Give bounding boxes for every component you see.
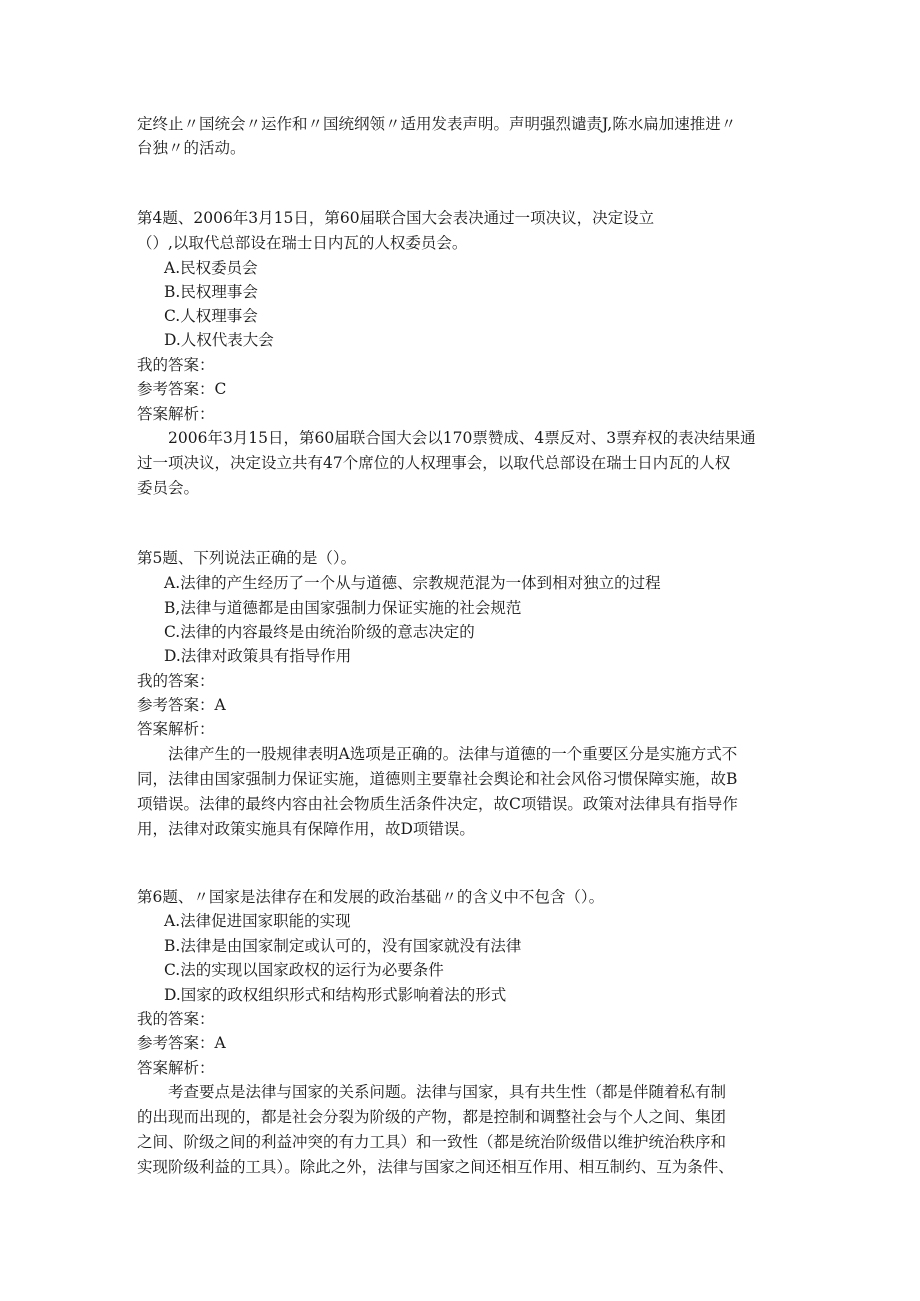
question-5-analysis-line: 法律产生的一股规律表明A选项是正确的。法律与道德的一个重要区分是实施方式不 [168,745,738,763]
question-4-option-d: D.人权代表大会 [164,331,274,349]
question-4-ref-answer: 参考答案：C [137,380,227,398]
question-5-option-c: C.法律的内容最终是由统治阶级的意志决定的 [164,623,475,641]
question-6-analysis-line: 之间、阶级之间的利益冲突的有力工具）和一致性（都是统治阶级借以维护统治秩序和 [137,1133,727,1151]
question-4-analysis-line: 2006年3月15日，第60届联合国大会以170票赞成、4票反对、3票弃权的表决结果通 [168,429,756,447]
question-6-analysis-line: 考查要点是法律与国家的关系问题。法律与国家，具有共生性（都是伴随着私有制 [168,1083,727,1101]
question-6-analysis-label: 答案解析： [137,1059,215,1077]
question-4-analysis-line: 过一项决议，决定设立共有47个席位的人权理事会，以取代总部设在瑞士日内瓦的人权 [137,454,731,472]
question-5-option-b: B,法律与道德都是由国家强制力保证实施的社会规范 [164,599,522,617]
question-6-option-b: B.法律是由国家制定或认可的，没有国家就没有法律 [164,937,522,955]
question-4-option-c: C.人权理事会 [164,307,258,325]
question-5-option-a: A.法律的产生经历了一个从与道德、宗教规范混为一体到相对独立的过程 [164,574,661,592]
question-6-analysis-line: 实现阶级利益的工具）。除此之外，法律与国家之间还相互作用、相互制约、互为条件、 [137,1158,734,1176]
question-6-option-c: C.法的实现以国家政权的运行为必要条件 [164,961,444,979]
question-5-analysis-line: 用，法律对政策实施具有保障作用，故D项错误。 [137,820,475,838]
question-4-stem: （）,以取代总部设在瑞士日内瓦的人权委员会。 [137,234,468,252]
question-6-ref-answer: 参考答案：A [137,1034,226,1052]
question-5-my-answer: 我的答案： [137,672,215,690]
question-4-my-answer: 我的答案： [137,356,215,374]
question-5-analysis-line: 同，法律由国家强制力保证实施，道德则主要靠社会舆论和社会风俗习惯保障实施，故B [137,770,738,788]
intro-line: 定终止〃国统会〃运作和〃国统纲领〃适用发表声明。声明强烈谴责J,陈水扁加速推进〃 [137,115,737,133]
question-4-option-b: B.民权理事会 [164,283,258,301]
question-5-option-d: D.法律对政策具有指导作用 [164,647,352,665]
question-6-my-answer: 我的答案： [137,1010,215,1028]
question-5-analysis-label: 答案解析： [137,720,215,738]
question-4-stem: 第4题、2006年3月15日，第60届联合国大会表决通过一项决议，决定设立 [137,209,655,227]
question-5-ref-answer: 参考答案：A [137,696,226,714]
question-4-option-a: A.民权委员会 [164,259,258,277]
question-5-stem: 第5题、下列说法正确的是（）。 [137,549,357,567]
question-5-analysis-line: 项错误。法律的最终内容由社会物质生活条件决定，故C项错误。政策对法律具有指导作 [137,795,738,813]
question-6-option-a: A.法律促进国家职能的实现 [164,912,351,930]
question-6-stem: 第6题、〃国家是法律存在和发展的政治基础〃的含义中不包含（）。 [137,888,605,906]
question-4-analysis-label: 答案解析： [137,405,215,423]
question-4-analysis-line: 委员会。 [137,479,200,497]
intro-line: 台独〃的活动。 [137,139,246,157]
question-6-option-d: D.国家的政权组织形式和结构形式影响着法的形式 [164,986,507,1004]
question-6-analysis-line: 的出现而出现的，都是社会分裂为阶级的产物，都是控制和调整社会与个人之间、集团 [137,1108,727,1126]
